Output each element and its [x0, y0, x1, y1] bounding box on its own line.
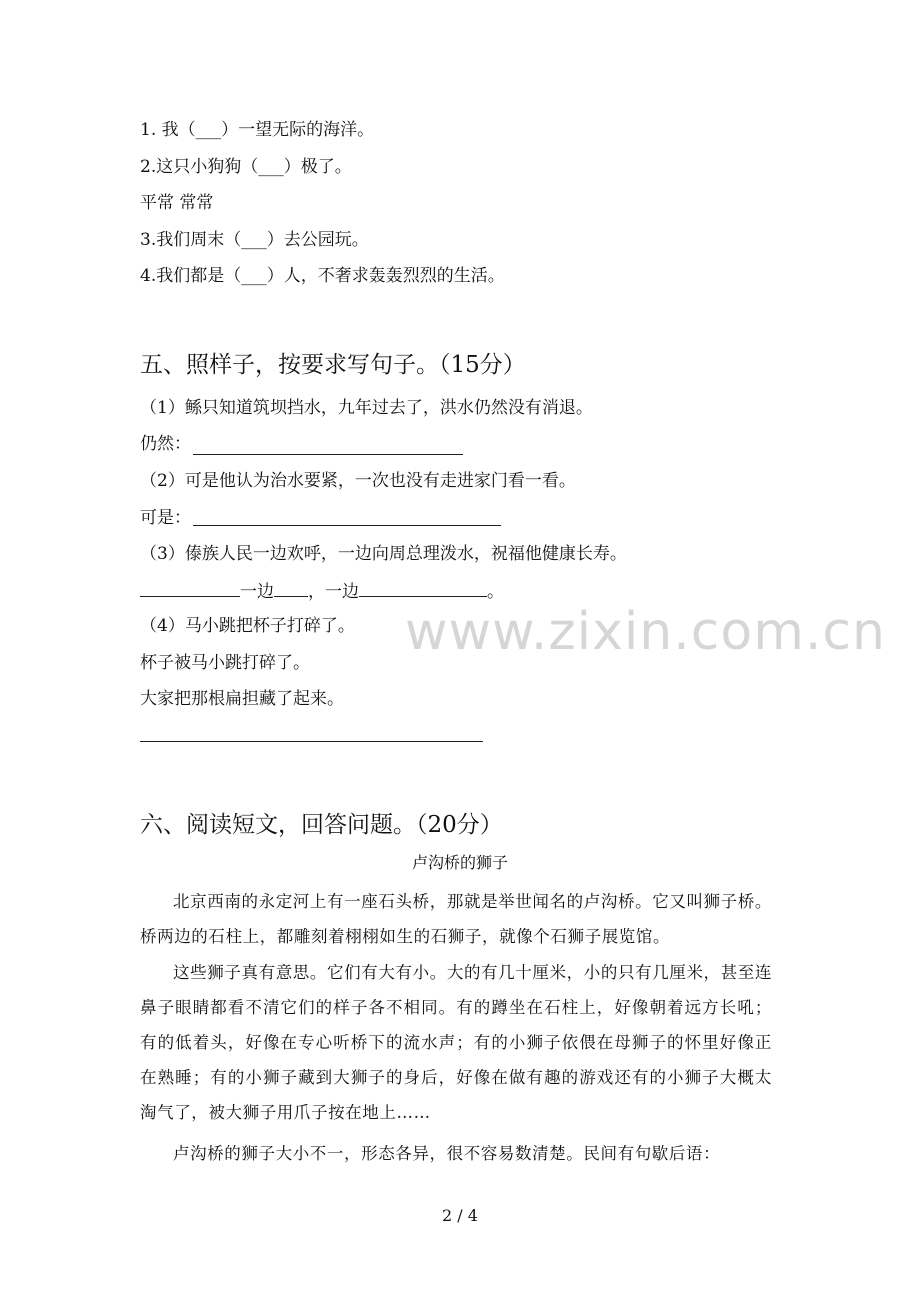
page-number: 2 / 4 [442, 1206, 478, 1225]
question-2: 2.这只小狗狗（___）极了。 [140, 157, 352, 177]
section-5-heading: 五、照样子，按要求写句子。（15分） [140, 352, 526, 378]
sentence-2-label: 可是： [140, 508, 191, 528]
sentence-2: （2）可是他认为治水要紧，一次也没有走进家门看一看。 [140, 471, 576, 491]
question-3: 3.我们周末（___）去公园玩。 [140, 230, 369, 250]
sentence-1: （1）鲧只知道筑坝挡水，九年过去了，洪水仍然没有消退。 [140, 398, 593, 418]
blank-3b[interactable] [274, 578, 308, 597]
question-1: 1. 我（___）一望无际的海洋。 [140, 120, 375, 140]
pattern-end: 。 [487, 582, 504, 602]
pattern-text-2: ，一边 [308, 582, 359, 602]
blank-3c[interactable] [359, 578, 487, 597]
answer-line-1[interactable] [193, 454, 463, 455]
word-choices: 平常 常常 [140, 193, 214, 213]
paragraph-3: 卢沟桥的狮子大小不一，形态各异，很不容易数清楚。民间有句歇后语： [173, 1144, 721, 1163]
watermark: www.zixin.com.cn [405, 602, 886, 662]
sentence-4-task: 大家把那根扁担藏了起来。 [140, 689, 344, 709]
passage-title: 卢沟桥的狮子 [411, 853, 508, 872]
answer-line-2[interactable] [193, 525, 501, 526]
pattern-text-1: 一边 [240, 582, 274, 602]
sentence-1-label: 仍然： [140, 434, 191, 454]
section-6-heading: 六、阅读短文，回答问题。（20分） [140, 812, 503, 838]
sentence-4-example: 杯子被马小跳打碎了。 [140, 653, 310, 673]
answer-line-4[interactable] [140, 741, 483, 742]
sentence-4: （4）马小跳把杯子打碎了。 [140, 616, 355, 636]
question-4: 4.我们都是（___）人，不奢求轰轰烈烈的生活。 [140, 266, 505, 286]
sentence-3-pattern [140, 578, 504, 604]
paragraph-2: 这些狮子真有意思。它们有大有小。大的有几十厘米，小的只有几厘米，甚至连鼻子眼睛都看不清它们的样子各不相同。有的蹲坐在石柱上，好像朝着远方长吼；有的低着头，好像在专心听桥下的流水声；有的小狮子依偎在母狮子的怀里好像正在熟睡；有的小狮子藏到大狮子的身后，好像在做有趣的游戏还有的小狮子大概太淘气了，被大狮子用爪子按在地上…… [140, 963, 772, 1122]
sentence-3: （3）傣族人民一边欢呼，一边向周总理泼水，祝福他健康长寿。 [140, 544, 627, 564]
paragraph-1: 北京西南的永定河上有一座石头桥，那就是举世闻名的卢沟桥。它又叫狮子桥。桥两边的石柱上，都雕刻着栩栩如生的石狮子，就像个石狮子展览馆。 [140, 892, 772, 946]
blank-3a[interactable] [140, 578, 240, 597]
